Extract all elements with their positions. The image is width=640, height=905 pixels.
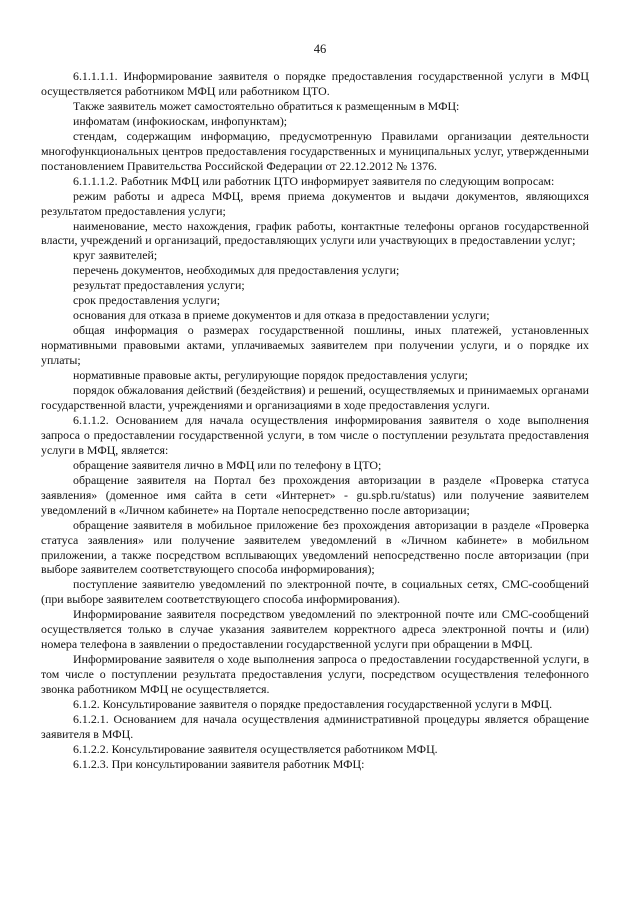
paragraph: 6.1.2.1. Основанием для начала осуществления административной процедуры является обращение заявителя в МФЦ. bbox=[41, 711, 589, 741]
paragraph: инфоматам (инфокиоскам, инфопунктам); bbox=[73, 113, 288, 128]
paragraph: 6.1.1.1.1. Информирование заявителя о порядке предоставления государственной услуги в МФЦ осуществляется работником МФЦ или работником ЦТО. bbox=[41, 69, 589, 98]
paragraph: 6.1.1.2. Основанием для начала осуществления информирования заявителя о ходе выполнения запроса о предоставлении государственной услуги, в том числе о поступлении результата предоставления услуги в МФЦ, является: bbox=[41, 412, 589, 457]
paragraph: 6.1.2. Консультирование заявителя о порядке предоставления государственной услуги в МФЦ. bbox=[73, 697, 553, 712]
page-number: 46 bbox=[313, 42, 327, 56]
paragraph: порядок обжалования действий (бездействия) и решений, осуществляемых и принимаемых органами государственной власти, учреждениями и организациями в ходе предоставления услуги. bbox=[41, 383, 589, 412]
paragraph: режим работы и адреса МФЦ, время приема документов и выдачи документов, являющихся результатом предоставления услуги; bbox=[41, 188, 589, 218]
paragraph: стендам, содержащим информацию, предусмотренную Правилами организации деятельности многофункциональных центров предоставления государственных и муниципальных услуг, утвержденными постановлением Правительства Российской Федерации от 22.12.2012 № 1376. bbox=[41, 128, 589, 173]
paragraph: 6.1.2.3. При консультировании заявителя работник МФЦ: bbox=[73, 756, 365, 771]
paragraph: Также заявитель может самостоятельно обратиться к размещенным в МФЦ: bbox=[73, 98, 460, 113]
paragraph: основания для отказа в приеме документов и для отказа в предоставлении услуги; bbox=[73, 308, 490, 323]
paragraph: поступление заявителю уведомлений по электронной почте, в социальных сетях, СМС-сообщений (при выборе заявителем соответствующего способа информирования). bbox=[41, 577, 589, 607]
document-body bbox=[41, 69, 589, 772]
paragraph: срок предоставления услуги; bbox=[73, 293, 221, 308]
paragraph: нормативные правовые акты, регулирующие порядок предоставления услуги; bbox=[73, 368, 468, 383]
paragraph: круг заявителей; bbox=[73, 248, 158, 263]
paragraph: Информирование заявителя посредством уведомлений по электронной почте или СМС-сообщений осуществляется только в случае указания заявителем корректного адреса электронной почты и (или) номера телефона в заявлении о предоставлении государственной услуги при обращении в МФЦ. bbox=[41, 607, 589, 652]
paragraph: обращение заявителя лично в МФЦ или по телефону в ЦТО; bbox=[73, 457, 382, 472]
paragraph: 6.1.2.2. Консультирование заявителя осуществляется работником МФЦ. bbox=[73, 741, 438, 756]
paragraph: перечень документов, необходимых для предоставления услуги; bbox=[73, 263, 400, 278]
paragraph: общая информация о размерах государственной пошлины, иных платежей, установленных нормативными правовыми актами, уплачиваемых заявителем при получении услуги, и о порядке их уплаты; bbox=[41, 323, 589, 368]
paragraph: наименование, место нахождения, график работы, контактные телефоны органов государственной власти, учреждений и организаций, предоставляющих услуги или участвующих в предоставлении услуг; bbox=[41, 218, 589, 248]
paragraph: обращение заявителя на Портал без прохождения авторизации в разделе «Проверка статуса заявления» (доменное имя сайта в сети «Интернет» - gu.spb.ru/status) или получение заявителем уведомлений в «Личном кабинете» на Портале непосредственно после авторизации; bbox=[41, 472, 589, 517]
paragraph: 6.1.1.1.2. Работник МФЦ или работник ЦТО информирует заявителя по следующим вопросам: bbox=[73, 173, 555, 188]
paragraph: результат предоставления услуги; bbox=[73, 278, 245, 293]
paragraph: обращение заявителя в мобильное приложение без прохождения авторизации в разделе «Проверка статуса заявления» или получение заявителем уведомлений в «Личном кабинете» в мобильном приложении, а также посредством всплывающих уведомлений непосредственно после авторизации (при выборе заявителем соответствующего способа информирования); bbox=[41, 517, 589, 577]
paragraph: Информирование заявителя о ходе выполнения запроса о предоставлении государственной услуги, в том числе о поступлении результата предоставления услуги, посредством осуществления телефонного звонка работником МФЦ не осуществляется. bbox=[41, 652, 589, 697]
